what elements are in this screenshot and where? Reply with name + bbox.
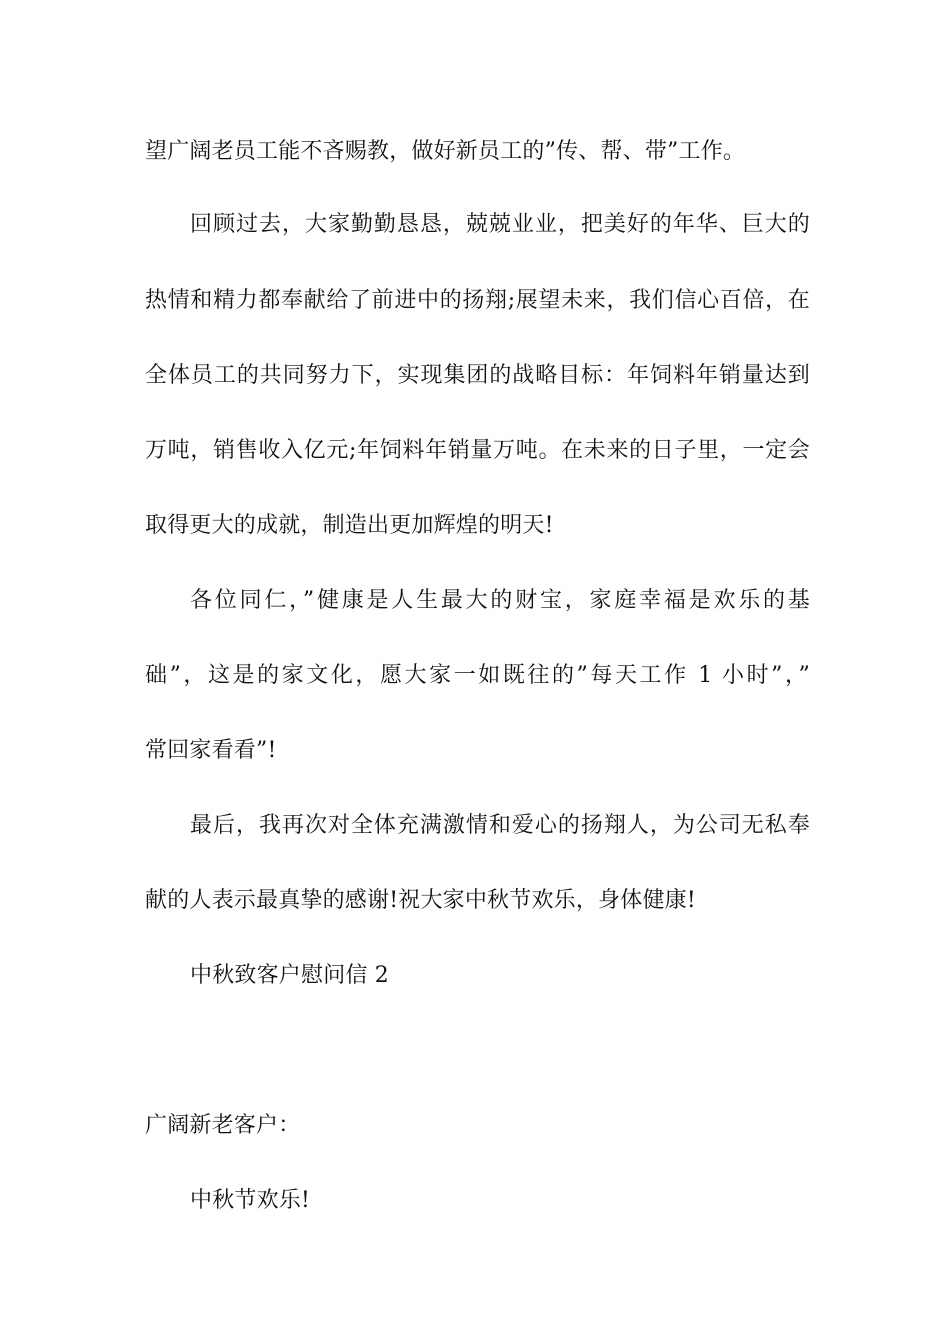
paragraph-line: 取得更大的成就，制造出更加辉煌的明天! — [145, 513, 554, 538]
paragraph-line: 最后，我再次对全体充满激情和爱心的扬翔人，为公司无私奉 — [190, 813, 810, 838]
salutation: 广阔新老客户： — [145, 1113, 301, 1138]
paragraph-line: 础”，这是的家文化，愿大家一如既往的”每天工作 1 小时”，” — [145, 663, 810, 688]
paragraph-line: 热情和精力都奉献给了前进中的扬翔;展望未来，我们信心百倍，在 — [145, 288, 810, 313]
paragraph-line: 回顾过去，大家勤勤恳恳，兢兢业业，把美好的年华、巨大的 — [190, 212, 810, 237]
paragraph-line: 各位同仁，”健康是人生最大的财宝，家庭幸福是欢乐的基 — [190, 588, 810, 613]
greeting-line: 中秋节欢乐! — [190, 1188, 311, 1213]
paragraph-line: 献的人表示最真挚的感谢!祝大家中秋节欢乐，身体健康! — [145, 888, 696, 913]
paragraph-line: 全体员工的共同努力下，实现集团的战略目标：年饲料年销量达到 — [145, 363, 810, 388]
section-heading: 中秋致客户慰问信 2 — [190, 963, 389, 988]
paragraph-line: 望广阔老员工能不吝赐教，做好新员工的”传、帮、带”工作。 — [145, 139, 746, 164]
paragraph-line: 万吨，销售收入亿元;年饲料年销量万吨。在未来的日子里，一定会 — [145, 438, 810, 463]
paragraph-line: 常回家看看”! — [145, 738, 277, 763]
